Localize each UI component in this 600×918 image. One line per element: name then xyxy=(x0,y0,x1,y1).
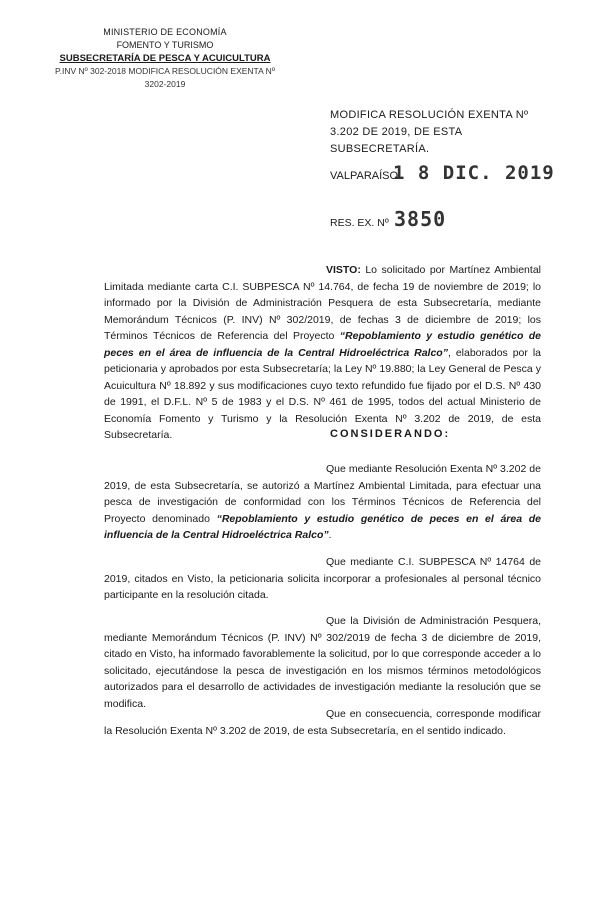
ministry-line-1: MINISTERIO DE ECONOMÍA xyxy=(103,27,227,37)
letterhead xyxy=(0,0,330,91)
document-subject: MODIFICA RESOLUCIÓN EXENTA Nº 3.202 DE 2019, DE ESTA SUBSECRETARÍA. xyxy=(330,109,529,155)
considerando-2 xyxy=(104,554,541,604)
reference-number: 3202-2019 xyxy=(144,79,186,89)
c2-text: Que mediante C.I. SUBPESCA Nº 14764 de 2019, citados en Visto, la peticionaria solicita incorporar a profesionales al personal técnico participante en la resolución citada. xyxy=(104,556,541,601)
considerando-1 xyxy=(104,461,541,544)
c3-text: Que la División de Administración Pesquera, mediante Memorándum Técnicos (P. INV) Nº 302/2019 de fecha 3 de diciembre de 2019, citado en Visto, ha informado favorablemente la solicitud, por lo que corresponde acceder a lo solicitado, ejecutándose la pesca de investigación en los mismos términos metodológicos autorizados para el desarrollo de actividades de investigación mediante la resolución que se modifica. xyxy=(104,615,541,710)
visto-text-b: , elaborados por la peticionaria y aprobados por esta Subsecretaría; la Ley Nº 19.880; la Ley General de Pesca y Acuicultura Nº 18.892 y sus modificaciones cuyo texto refundido fue fijado por el D.S. Nº 430 de 1991, el D.F.L. Nº 5 de 1983 y el D.S. Nº 461 de 1995, todos del actual Ministerio de Economía Fomento y Turismo y la Resolución Exenta Nº 3.202 de 2019, de esta Subsecretaría. xyxy=(104,346,541,441)
resolution-label: RES. EX. Nº xyxy=(330,217,389,229)
c1-text-a: Que mediante Resolución Exenta Nº 3.202 de 2019, de esta Subsecretaría, se autorizó a Martínez Ambiental Limitada, para efectuar una pesca de investigación de conformidad con los Términos Técnicos de Referencia del Proyecto denominado xyxy=(104,463,541,525)
reference-code: P.INV Nº 302-2018 MODIFICA RESOLUCIÓN EXENTA Nº xyxy=(55,66,275,76)
c4-text: Que en consecuencia, corresponde modificar la Resolución Exenta Nº 3.202 de 2019, de esta Subsecretaría, en el sentido indicado. xyxy=(104,708,541,737)
considerando-4 xyxy=(104,706,541,739)
visto-text-a: Lo solicitado por Martínez Ambiental Limitada mediante carta C.I. SUBPESCA Nº 14.764, de fecha 19 de noviembre de 2019; lo informado por la División de Administración Pesquera de esta Subsecretaría, mediante Memorándum Técnicos (P. INV) Nº 302/2019, de fechas 3 de diciembre de 2019; los Términos Técnicos de Referencia del Proyecto xyxy=(104,264,541,342)
resolution-number-stamp: 3850 xyxy=(394,207,447,231)
subsecretaria-title: SUBSECRETARÍA DE PESCA Y ACUICULTURA xyxy=(59,53,271,64)
date-stamp: 1 8 DIC. 2019 xyxy=(393,162,555,184)
place-label: VALPARAÍSO xyxy=(330,170,399,182)
visto-label: VISTO: xyxy=(326,264,361,276)
considerando-3 xyxy=(104,613,541,712)
visto-paragraph xyxy=(104,262,541,444)
visto-project-name: “Repoblamiento y estudio genético de peces en el área de influencia de la Central Hidroeléctrica Ralco” xyxy=(104,330,541,359)
considerando-heading: CONSIDERANDO: xyxy=(330,428,451,440)
c1-project-name: “Repoblamiento y estudio genético de peces en el área de influencia de la Central Hidroeléctrica Ralco” xyxy=(104,512,541,541)
ministry-line-2: FOMENTO Y TURISMO xyxy=(116,40,214,50)
c1-text-b: . xyxy=(328,529,332,541)
